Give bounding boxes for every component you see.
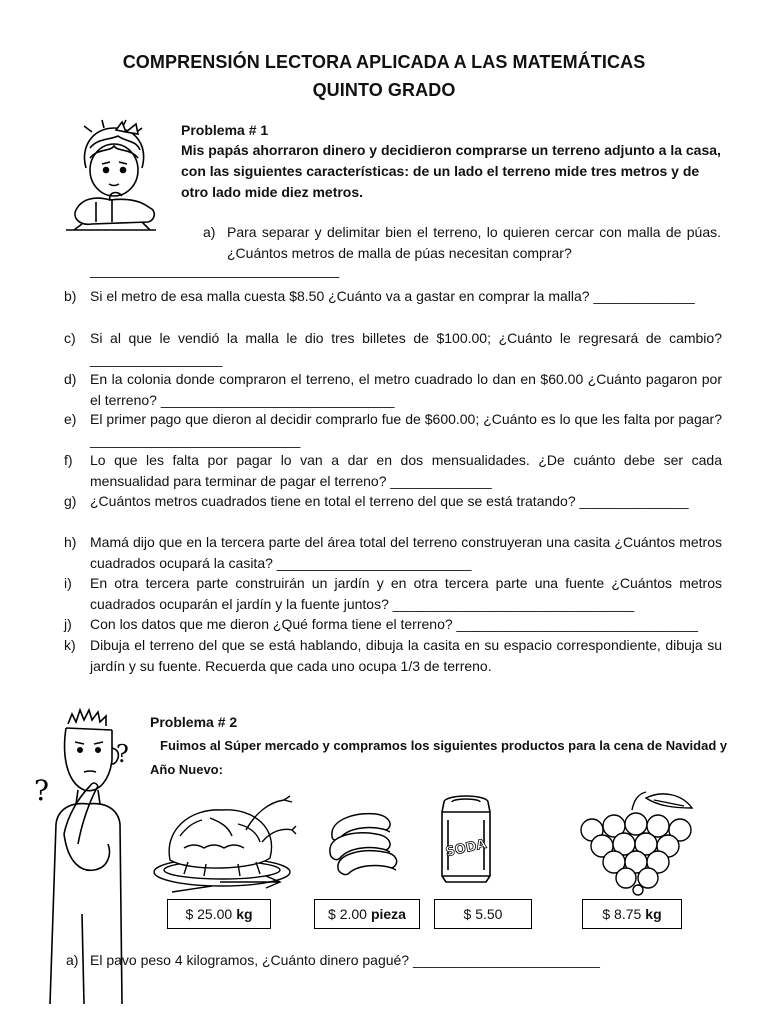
question-label: a) xyxy=(203,224,216,240)
problem1-heading: Problema # 1 xyxy=(181,122,269,138)
svg-text:?: ? xyxy=(34,774,50,807)
price-tag-turkey xyxy=(167,899,271,929)
question-1c xyxy=(64,328,722,369)
answer-blank[interactable]: ______________ xyxy=(579,493,689,509)
question-text: Si el metro de esa malla cuesta $8.50 ¿Cuánto va a gastar en comprar la malla? xyxy=(90,288,590,304)
answer-blank[interactable]: ______________________________ xyxy=(160,391,395,408)
question-label: j) xyxy=(64,616,72,632)
price-value: $ 5.50 xyxy=(463,906,503,922)
question-text: El pavo peso 4 kilogramos, ¿Cuánto dinero pagué? xyxy=(90,952,410,968)
question-text: Para separar y delimitar bien el terreno, lo quieren cercar con malla de púas. ¿Cuántos metros de malla de púas necesitan comprar? xyxy=(227,224,721,261)
turkey-icon xyxy=(150,790,298,896)
answer-blank[interactable]: ________________________________ xyxy=(90,262,340,278)
problem2-statement xyxy=(150,734,730,782)
question-label: c) xyxy=(64,330,76,346)
price-value: $ 2.00 xyxy=(328,906,367,922)
question-text: El primer pago que dieron al decidir comprarlo fue de $600.00; ¿Cuánto es lo que les falta por pagar? xyxy=(90,411,722,427)
question-1d xyxy=(64,369,722,410)
question-text: Mamá dijo que en la tercera parte del área total del terreno construyeran una casita ¿Cuántos metros cuadrados ocupará la casita? xyxy=(90,534,722,571)
question-1f xyxy=(64,450,722,491)
answer-blank[interactable]: _________________ xyxy=(90,350,223,367)
answer-blank[interactable]: _______________________________ xyxy=(392,595,635,612)
question-text: Lo que les falta por pagar lo van a dar en dos mensualidades. ¿De cuánto debe ser cada mensualidad para terminar de pagar el terreno? xyxy=(90,452,722,489)
price-value: $ 8.75 xyxy=(602,906,642,922)
price-value: $ 25.00 xyxy=(185,906,233,922)
question-2a xyxy=(66,952,730,968)
question-text: ¿Cuántos metros cuadrados tiene en total el terreno del que se está tratando? xyxy=(90,493,576,509)
question-text: Dibuja el terreno del que se está hablando, dibuja la casita en su espacio correspondiente, dibuja su jardín y su fuente. Recuerda que cada uno ocupa 1/3 de terreno. xyxy=(90,637,722,674)
problem1-statement: Mis papás ahorraron dinero y decidieron comprarse un terreno adjunto a la casa, con las siguientes características: de un lado el terreno mide tres metros y de otro lado mide diez metros. xyxy=(181,142,721,200)
question-1a xyxy=(203,222,721,263)
question-1e xyxy=(64,409,722,450)
question-label: k) xyxy=(64,637,76,653)
question-1g xyxy=(64,491,722,512)
price-unit: kg xyxy=(645,906,662,922)
soda-can-icon xyxy=(434,792,498,888)
question-text: Con los datos que me dieron ¿Qué forma tiene el terreno? xyxy=(90,616,453,632)
question-label: g) xyxy=(64,493,77,509)
question-label: f) xyxy=(64,452,73,468)
answer-blank[interactable]: _____________ xyxy=(593,288,695,304)
price-tag-sausage xyxy=(314,899,420,929)
question-label: b) xyxy=(64,288,77,304)
question-1h xyxy=(64,532,722,573)
question-label: a) xyxy=(66,952,79,968)
question-text: En otra tercera parte construirán un jardín y en otra tercera parte una fuente ¿Cuántos metros cuadrados ocuparán el jardín y la fuente juntos? xyxy=(90,575,722,612)
price-tag-soda xyxy=(434,899,532,929)
problem2-heading: Problema # 2 xyxy=(150,714,238,730)
question-label: i) xyxy=(64,575,72,591)
answer-blank[interactable]: ________________________ xyxy=(412,952,600,968)
question-1b xyxy=(64,286,722,307)
question-label: d) xyxy=(64,371,77,387)
grapes-icon xyxy=(562,790,710,896)
question-label: h) xyxy=(64,534,77,550)
question-1k xyxy=(64,635,722,676)
question-1i xyxy=(64,573,722,614)
answer-blank[interactable]: _________________________ xyxy=(276,554,472,571)
svg-text:?: ? xyxy=(116,740,129,768)
price-unit: kg xyxy=(236,906,253,922)
question-text: En la colonia donde compraron el terreno, el metro cuadrado lo dan en $60.00 ¿Cuánto pagaron por el terreno? xyxy=(90,371,722,408)
answer-blank[interactable]: _____________ xyxy=(390,472,492,489)
sausage-icon xyxy=(324,806,400,876)
question-1j xyxy=(64,614,722,635)
girl-leaning-icon xyxy=(52,118,170,236)
problem2-statement-text: Fuimos al Súper mercado y compramos los siguientes productos para la cena de Navidad y Año Nuevo: xyxy=(150,738,728,777)
question-label: e) xyxy=(64,411,77,427)
svg-text:SODA: SODA xyxy=(444,836,488,861)
price-unit: pieza xyxy=(370,906,406,922)
answer-blank[interactable]: ___________________________ xyxy=(90,431,301,448)
worksheet-title: COMPRENSIÓN LECTORA APLICADA A LAS MATEMÁTICAS xyxy=(122,52,646,72)
answer-blank[interactable]: _______________________________ xyxy=(456,616,698,632)
price-tag-grapes xyxy=(582,899,682,929)
worksheet-grade: QUINTO GRADO xyxy=(312,80,456,100)
question-text: Si al que le vendió la malla le dio tres billetes de $100.00; ¿Cuánto le regresará de cambio? xyxy=(90,330,722,346)
